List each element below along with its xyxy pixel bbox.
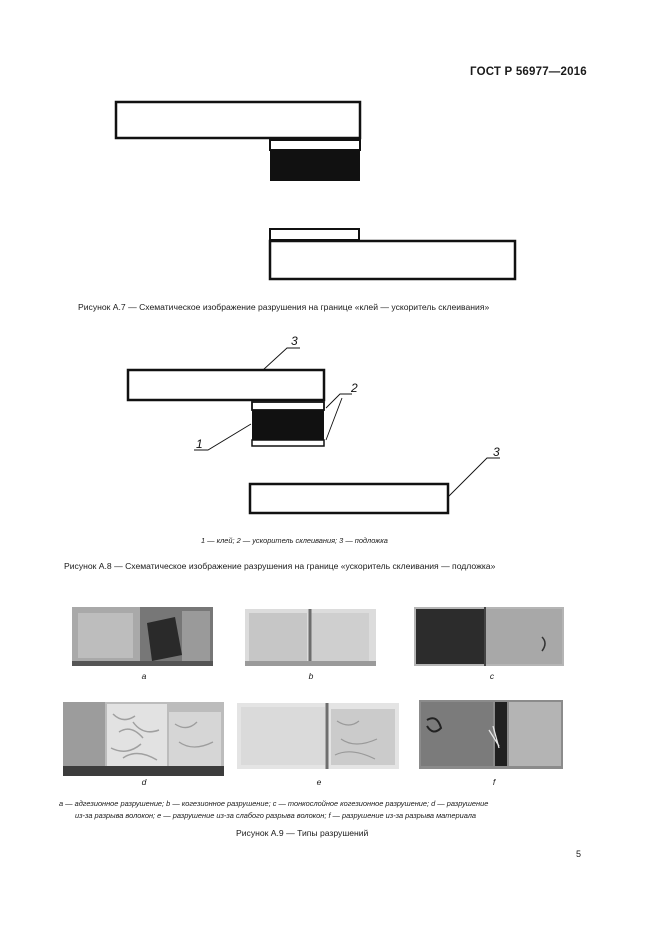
photo-a-adhesion-failure [72,607,213,666]
figure-a7-caption: Рисунок А.7 — Схематическое изображение разрушения на границе «клей — ускоритель склеивания» [78,302,490,312]
figure-a8-caption: Рисунок А.8 — Схематическое изображение разрушения на границе «ускоритель склеивания — подложка» [64,561,496,571]
callout-1: 1 [196,437,203,451]
a8-adhesive-block [252,402,324,446]
photo-label-b: b [308,671,314,681]
a8-lower-substrate [250,484,448,513]
callout-3-top: 3 [291,334,298,348]
document-header: ГОСТ Р 56977—2016 [470,66,587,78]
photo-label-a: a [141,671,147,681]
photo-label-f: f [492,777,496,787]
figure-a9-caption: Рисунок А.9 — Типы разрушений [236,828,369,838]
photo-b-cohesive-failure [245,609,376,666]
page-number: 5 [576,849,582,859]
photo-label-d: d [141,777,147,787]
figure-a9-legend-line-2: из-за разрыва волокон; e — разрушение из-за слабого разрыва волокон; f — разрушение из-за разрыва материала [75,811,477,820]
photo-c-thin-layer-cohesive-failure [414,607,564,666]
figure-a8-legend: 1 — клей; 2 — ускоритель склеивания; 3 — подложка [201,536,388,545]
photo-d-fiber-tear-failure [63,702,224,776]
photo-label-c: c [489,671,495,681]
callout-2: 2 [351,381,358,395]
figure-a9-legend-line-1: a — адгезионное разрушение; b — когезионное разрушение; c — тонкослойное когезионное разрушение; d — разрушение [59,799,489,808]
callout-3-bottom: 3 [493,445,500,459]
photo-label-e: e [316,777,322,787]
photo-e-weak-fiber-tear-failure [237,703,399,769]
a8-upper-substrate [128,370,324,400]
photo-f-material-tear-failure [419,700,563,769]
